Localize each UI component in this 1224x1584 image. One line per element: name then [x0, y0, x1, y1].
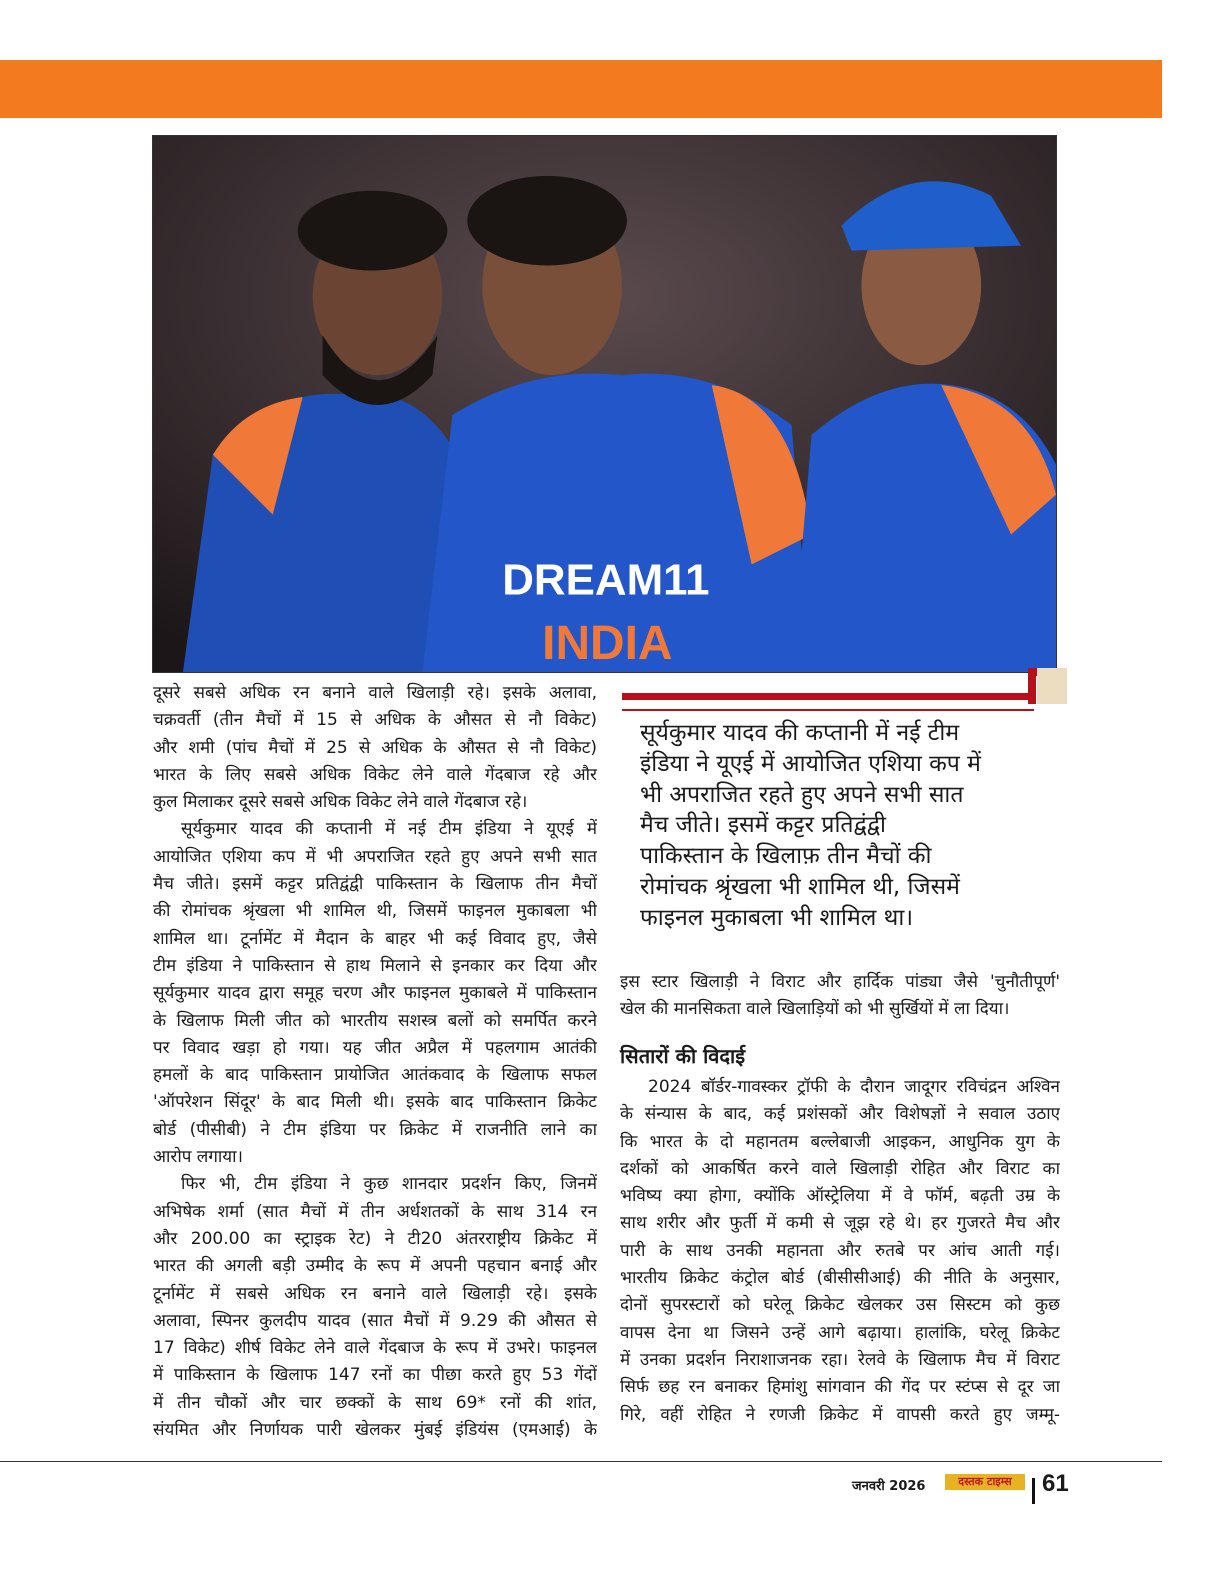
text-line: इस स्टार खिलाड़ी ने विराट और हार्दिक पांड्या जैसे 'चुनौतीपूर्ण': [620, 972, 1060, 992]
text-line: सूर्यकुमार यादव द्वारा समूह चरण और फाइनल मुकाबले में पाकिस्तान: [153, 983, 597, 1004]
text-line: गिरे, वहीं रोहित ने रणजी क्रिकेट में वापसी करते हुए जम्मू-: [620, 1404, 1060, 1425]
text-line: और 200.00 का स्ट्राइक रेट) ने टी20 अंतरराष्ट्रीय क्रिकेट में: [153, 1228, 597, 1249]
text-line: सूर्यकुमार यादव की कप्तानी में नई टीम इंडिया ने यूएई में: [181, 819, 597, 840]
text-line: में पाकिस्तान के खिलाफ 147 रनों का पीछा करते हुए 53 गेंदों: [153, 1365, 597, 1386]
text-line: के खिलाफ मिली जीत को भारतीय सशस्त्र बलों को समर्पित करने: [153, 1010, 597, 1031]
pull-quote: [640, 718, 1060, 934]
header-banner: [0, 60, 1162, 118]
text-line: दूसरे सबसे अधिक रन बनाने वाले खिलाड़ी रहे। इसके अलावा,: [153, 683, 597, 703]
text-line: भारत के लिए सबसे अधिक विकेट लेने वाले गेंदबाज रहे और: [153, 764, 597, 785]
text-line: वापस देना था जिसने उन्हें आगे बढ़ाया। हालांकि, घरेलू क्रिकेट: [620, 1322, 1060, 1343]
footer-divider: [0, 1461, 1162, 1462]
text-line: दोनों सुपरस्टारों को घरेलू क्रिकेट खेलकर उस सिस्टम को कुछ: [620, 1295, 1060, 1316]
section-subheading: सितारों की विदाई: [620, 1044, 746, 1068]
decorative-beige-square: [1037, 668, 1067, 704]
text-line: हमलों के बाद पाकिस्तान प्रायोजित आतंकवाद के खिलाफ सफल: [153, 1065, 597, 1086]
text-line: 17 विकेट) शीर्ष विकेट लेने वाले गेंदबाज के रूप में उभरे। फाइनल: [153, 1338, 597, 1359]
pull-quote-line: भी अपराजित रहते हुए अपने सभी सात: [640, 781, 964, 808]
text-line: के संन्यास के बाद, कई प्रशंसकों और विशेषज्ञों ने सवाल उठाए: [620, 1104, 1060, 1125]
text-line: में तीन चौकों और चार छक्कों के साथ 69* रनों की शांत,: [153, 1392, 597, 1413]
jersey-country-text: INDIA: [542, 617, 673, 671]
pull-quote-line: इंडिया ने यूएई में आयोजित एशिया कप में: [640, 750, 981, 777]
text-line: आयोजित एशिया कप में भी अपराजित रहते हुए अपने सभी सात: [153, 846, 597, 867]
pull-quote-line: रोमांचक श्रृंखला भी शामिल थी, जिसमें: [640, 873, 960, 900]
text-line: मैच जीते। इसमें कट्टर प्रतिद्वंद्वी पाकिस्तान के खिलाफ तीन मैचों: [153, 874, 597, 895]
text-line: बोर्ड (पीसीबी) ने टीम इंडिया पर क्रिकेट में राजनीति लाने का: [153, 1119, 597, 1140]
text-line: साथ शरीर और फुर्ती में कमी से जूझ रहे थे। हर गुजरते मैच और: [620, 1213, 1060, 1234]
text-line: अभिषेक शर्मा (सात मैचों में तीन अर्धशतकों के साथ 314 रन: [153, 1201, 597, 1222]
text-line: पारी के साथ उनकी महानता और रुतबे पर आंच आती गई।: [620, 1240, 1060, 1261]
text-line: आरोप लगाया।: [153, 1147, 243, 1168]
decorative-red-bar: [622, 693, 1034, 700]
text-line: दर्शकों को आकर्षित करने वाले खिलाड़ी रोहित और विराट का: [620, 1158, 1060, 1179]
text-line: भारत की अगली बड़ी उम्मीद के रूप में अपनी पहचान बनाई और: [153, 1256, 597, 1277]
text-line: अलावा, स्पिनर कुलदीप यादव (सात मैचों में 9.29 की औसत से: [153, 1310, 597, 1331]
pull-quote-line: पाकिस्तान के खिलाफ़ तीन मैचों की: [640, 843, 932, 870]
text-line: शामिल था। टूर्नामेंट में मैदान के बाहर भी कई विवाद हुए, जैसे: [153, 928, 597, 949]
text-line: भविष्य क्या होगा, क्योंकि ऑस्ट्रेलिया में वे फॉर्म, बढ़ती उम्र के: [620, 1186, 1060, 1207]
issue-date: जनवरी 2026: [852, 1479, 926, 1494]
text-line: 'ऑपरेशन सिंदूर' के बाद मिली थी। इसके बाद पाकिस्तान क्रिकेट: [153, 1092, 597, 1113]
cricket-players-photo: [152, 135, 1057, 673]
text-line: में उनका प्रदर्शन निराशाजनक रहा। रेलवे के खिलाफ मैच में विराट: [620, 1349, 1060, 1370]
pull-quote-line: मैच जीते। इसमें कट्टर प्रतिद्वंद्वी: [640, 812, 886, 839]
pull-quote-line: फाइनल मुकाबला भी शामिल था।: [640, 904, 914, 931]
text-line: 2024 बॉर्डर-गावस्कर ट्रॉफी के दौरान जादूगर रविचंद्रन अश्विन: [648, 1077, 1060, 1097]
decorative-red-rule: [622, 709, 1034, 711]
photo-illustration: [153, 136, 1056, 672]
text-line: सिर्फ छह रन बनाकर हिमांशु सांगवान की गेंद पर स्टंप्स से दूर जा: [620, 1377, 1060, 1398]
text-line: चक्रवर्ती (तीन मैचों में 15 से अधिक के औसत से नौ विकेट): [153, 710, 597, 731]
jersey-sponsor-text: DREAM11: [502, 555, 710, 605]
text-line: टीम इंडिया ने पाकिस्तान से हाथ मिलाने से इनकार कर दिया और: [153, 955, 597, 976]
pull-quote-line: सूर्यकुमार यादव की कप्तानी में नई टीम: [640, 720, 960, 746]
text-line: टूर्नामेंट में सबसे अधिक रन बनाने वाले खिलाड़ी रहे। इसके: [153, 1283, 597, 1304]
text-line: और शमी (पांच मैचों में 25 से अधिक के औसत से नौ विकेट): [153, 737, 597, 758]
text-line: कुल मिलाकर दूसरे सबसे अधिक विकेट लेने वाले गेंदबाज रहे।: [153, 792, 528, 813]
right-article-column: [620, 1074, 1060, 1429]
text-line: पर विवाद खड़ा हो गया। यह जीत अप्रैल में पहलगाम आतंकी: [153, 1037, 597, 1058]
text-line: की रोमांचक श्रृंखला भी शामिल थी, जिसमें फाइनल मुकाबला भी: [153, 901, 597, 922]
left-article-column: [153, 680, 597, 1444]
text-line: खेल की मानसिकता वाले खिलाड़ियों को भी सुर्खियों में ला दिया।: [620, 999, 1010, 1020]
right-intro-paragraph: [620, 969, 1060, 1024]
footer-separator: [1032, 1478, 1035, 1504]
text-line: संयमित और निर्णायक पारी खेलकर मुंबई इंडियंस (एमआई) के: [153, 1420, 597, 1441]
text-line: फिर भी, टीम इंडिया ने कुछ शानदार प्रदर्शन किए, जिनमें: [181, 1174, 597, 1195]
page-number: 61: [1042, 1470, 1069, 1497]
magazine-logo: दस्तक टाइम्स: [945, 1474, 1025, 1490]
text-line: कि भारत के दो महानतम बल्लेबाजी आइकन, आधुनिक युग के: [620, 1131, 1060, 1152]
text-line: भारतीय क्रिकेट कंट्रोल बोर्ड (बीसीसीआई) की नीति के अनुसार,: [620, 1268, 1060, 1289]
